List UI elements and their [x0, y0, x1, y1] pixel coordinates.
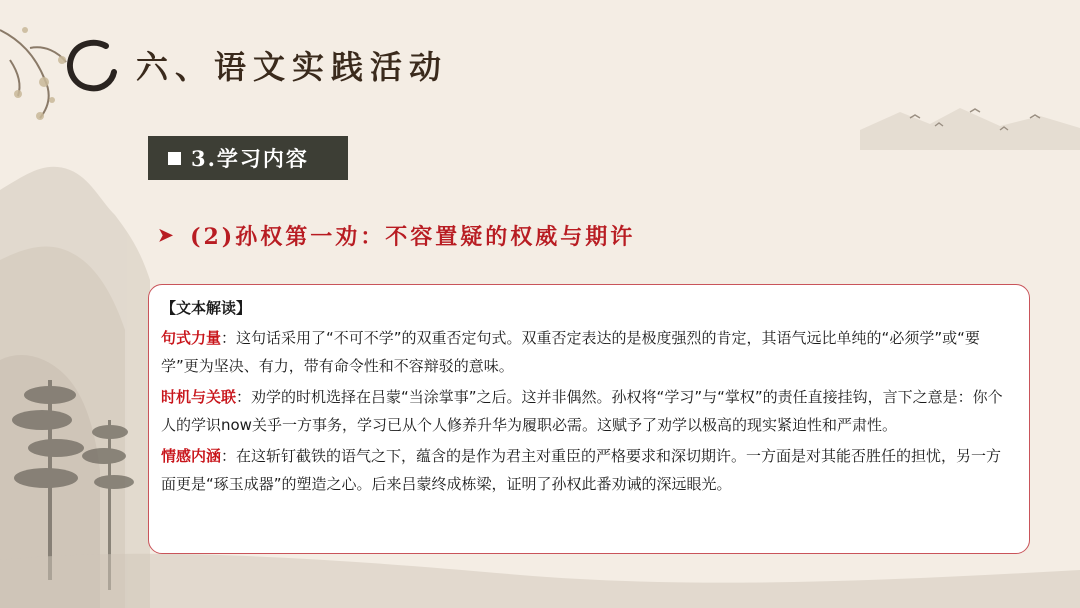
- section-tag-label: 3.学习内容: [191, 146, 309, 171]
- ground-wash: [0, 554, 1080, 608]
- section-tag: [148, 136, 348, 180]
- paragraph-text: ：这句话采用了“不可不学”的双重否定句式。双重否定表达的是极度强烈的肯定，其语气远比单纯的“必须学”或“要学”更为坚决、有力，带有命令性和不容辩驳的意味。: [161, 329, 980, 375]
- slide-title: 六、语文实践活动: [136, 48, 449, 86]
- card-title: 【文本解读】: [161, 299, 252, 317]
- paragraph-text: ：劝学的时机选择在吕蒙“当涂掌事”之后。这并非偶然。孙权将“学习”与“掌权”的责任直接挂钩，言下之意是：你个人的学识now关乎一方事务，学习已从个人修养升华为履职必需。这赋予了劝学以极高的现实紧迫性和严肃性。: [161, 388, 1003, 434]
- paragraph-sentence-power: [161, 324, 1015, 380]
- paragraph-label: 句式力量: [161, 329, 222, 347]
- subheading-text: (2)孙权第一劝：不容置疑的权威与期许: [190, 224, 636, 250]
- paragraph-emotional-meaning: [161, 442, 1015, 498]
- arrow-bullet-icon: ➤: [158, 225, 177, 246]
- paragraph-text: ：在这斩钉截铁的语气之下，蕴含的是作为君主对重臣的严格要求和深切期许。一方面是对其能否胜任的担忧，另一方面更是“琢玉成器”的塑造之心。后来吕蒙终成栋梁，证明了孙权此番劝诫的深远眼光。: [161, 447, 1002, 493]
- plum-blossom-decoration: [0, 30, 66, 118]
- mountain-range-left: [0, 167, 150, 608]
- subheading: [158, 220, 635, 251]
- distant-mountains: [860, 108, 1080, 150]
- paragraph-timing-relation: [161, 383, 1015, 439]
- paragraph-label: 情感内涵: [161, 447, 222, 465]
- square-bullet-icon: [168, 152, 181, 165]
- ink-circle-icon: [66, 38, 120, 92]
- paragraph-label: 时机与关联: [161, 388, 237, 406]
- text-interpretation-card: [148, 284, 1030, 554]
